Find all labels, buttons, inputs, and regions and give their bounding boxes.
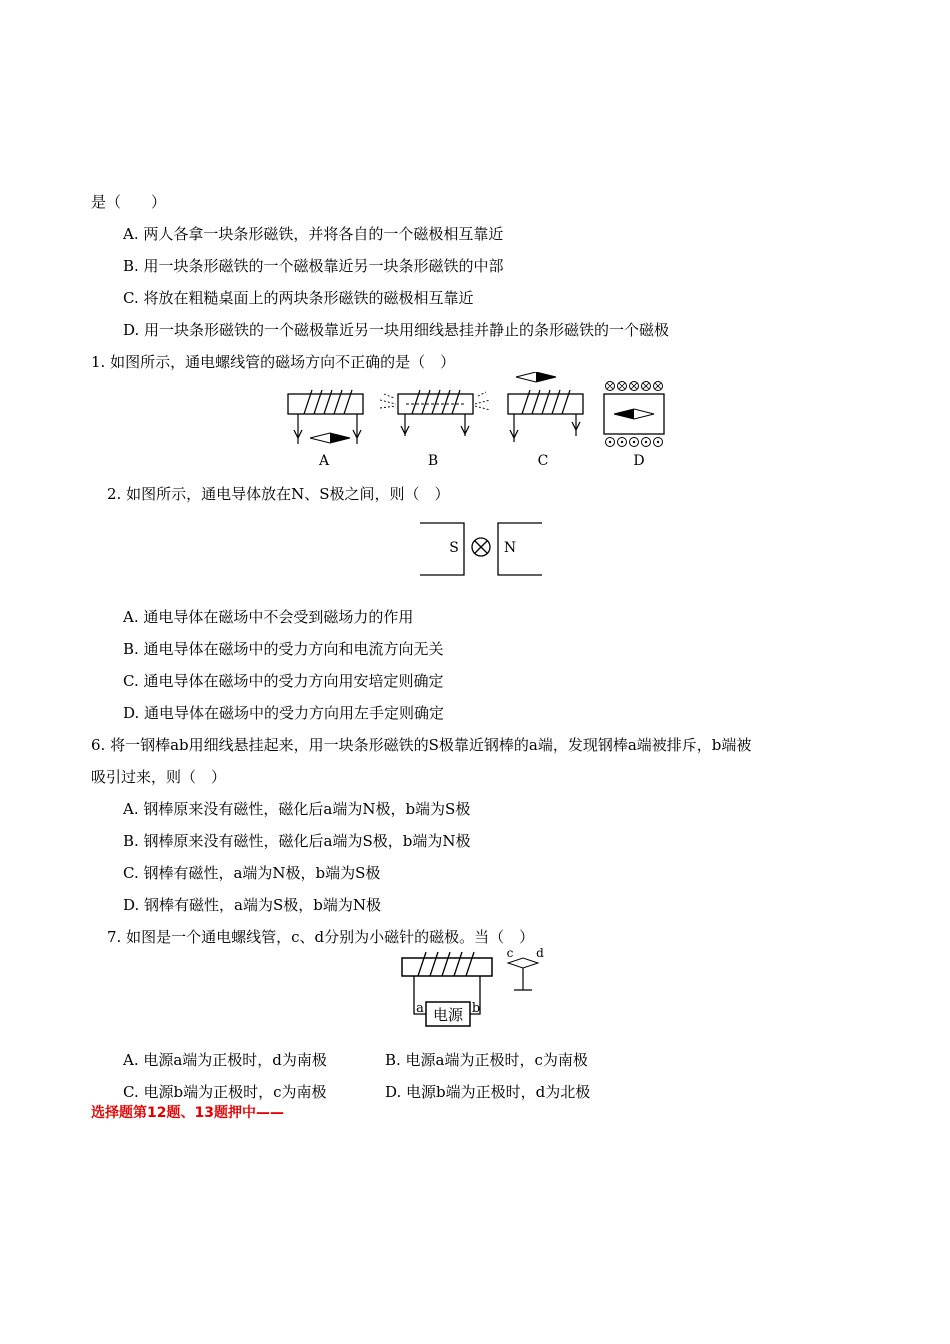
option-b: B. 用一块条形磁铁的一个磁极靠近另一块条形磁铁的中部 xyxy=(123,257,504,275)
q6-option-d: D. 钢棒有磁性，a端为S极，b端为N极 xyxy=(123,896,381,914)
pole-n-label: N xyxy=(503,540,517,556)
fig-label-a: A xyxy=(318,453,330,469)
footer-note: 选择题第12题、13题押中—— xyxy=(91,1105,284,1121)
q6-option-b: B. 钢棒原来没有磁性，磁化后a端为S极，b端为N极 xyxy=(123,832,471,850)
q2-figure xyxy=(418,520,548,578)
solenoid-d-diagram xyxy=(604,382,664,447)
q6-stem-line1: 6. 将一钢棒ab用细线悬挂起来，用一块条形磁铁的S极靠近钢棒的a端，发现钢棒a端被排斥，b端被 xyxy=(91,736,752,754)
solenoid-a-diagram xyxy=(288,390,363,444)
option-a: A. 两人各拿一块条形磁铁，并将各自的一个磁极相互靠近 xyxy=(123,225,504,243)
fig-label-b: B xyxy=(427,453,439,469)
q7-stem: 7. 如图是一个通电螺线管，c、d分别为小磁针的磁极。当（ ） xyxy=(107,928,535,946)
q7-figure xyxy=(398,946,558,1028)
power-source-label: 电源 xyxy=(432,1006,464,1024)
q1-stem: 1. 如图所示，通电螺线管的磁场方向不正确的是（ ） xyxy=(91,353,456,371)
terminal-a-label: a xyxy=(416,1001,424,1016)
q6-option-c: C. 钢棒有磁性，a端为N极，b端为S极 xyxy=(123,864,381,882)
needle-d-label: d xyxy=(536,946,544,960)
q7-option-c: C. 电源b端为正极时，c为南极 xyxy=(123,1083,327,1101)
q7-option-d: D. 电源b端为正极时，d为北极 xyxy=(385,1083,591,1101)
solenoid-b-diagram xyxy=(380,390,490,436)
option-d: D. 用一块条形磁铁的一个磁极靠近另一块用细线悬挂并静止的条形磁铁的一个磁极 xyxy=(123,321,670,339)
terminal-b-label: b xyxy=(471,1001,481,1016)
fig-label-c: C xyxy=(537,453,549,469)
q1-figure xyxy=(280,372,680,472)
q7-option-a: A. 电源a端为正极时，d为南极 xyxy=(123,1051,327,1069)
question-stem-tail: 是（ ） xyxy=(91,193,167,211)
fig-label-d: D xyxy=(633,453,645,469)
pole-s-label: S xyxy=(449,540,459,556)
q2-stem: 2. 如图所示，通电导体放在N、S极之间，则（ ） xyxy=(107,485,450,503)
option-c: C. 将放在粗糙桌面上的两块条形磁铁的磁极相互靠近 xyxy=(123,289,474,307)
q6-stem-line2: 吸引过来，则（ ） xyxy=(91,768,227,786)
q7-option-b: B. 电源a端为正极时，c为南极 xyxy=(385,1051,588,1069)
q2-option-b: B. 通电导体在磁场中的受力方向和电流方向无关 xyxy=(123,640,444,658)
q6-option-a: A. 钢棒原来没有磁性，磁化后a端为N极，b端为S极 xyxy=(123,800,471,818)
q2-option-a: A. 通电导体在磁场中不会受到磁场力的作用 xyxy=(123,608,414,626)
solenoid-c-diagram xyxy=(508,372,583,442)
q2-option-d: D. 通电导体在磁场中的受力方向用左手定则确定 xyxy=(123,704,445,722)
needle-c-label: c xyxy=(506,946,514,960)
q2-option-c: C. 通电导体在磁场中的受力方向用安培定则确定 xyxy=(123,672,444,690)
